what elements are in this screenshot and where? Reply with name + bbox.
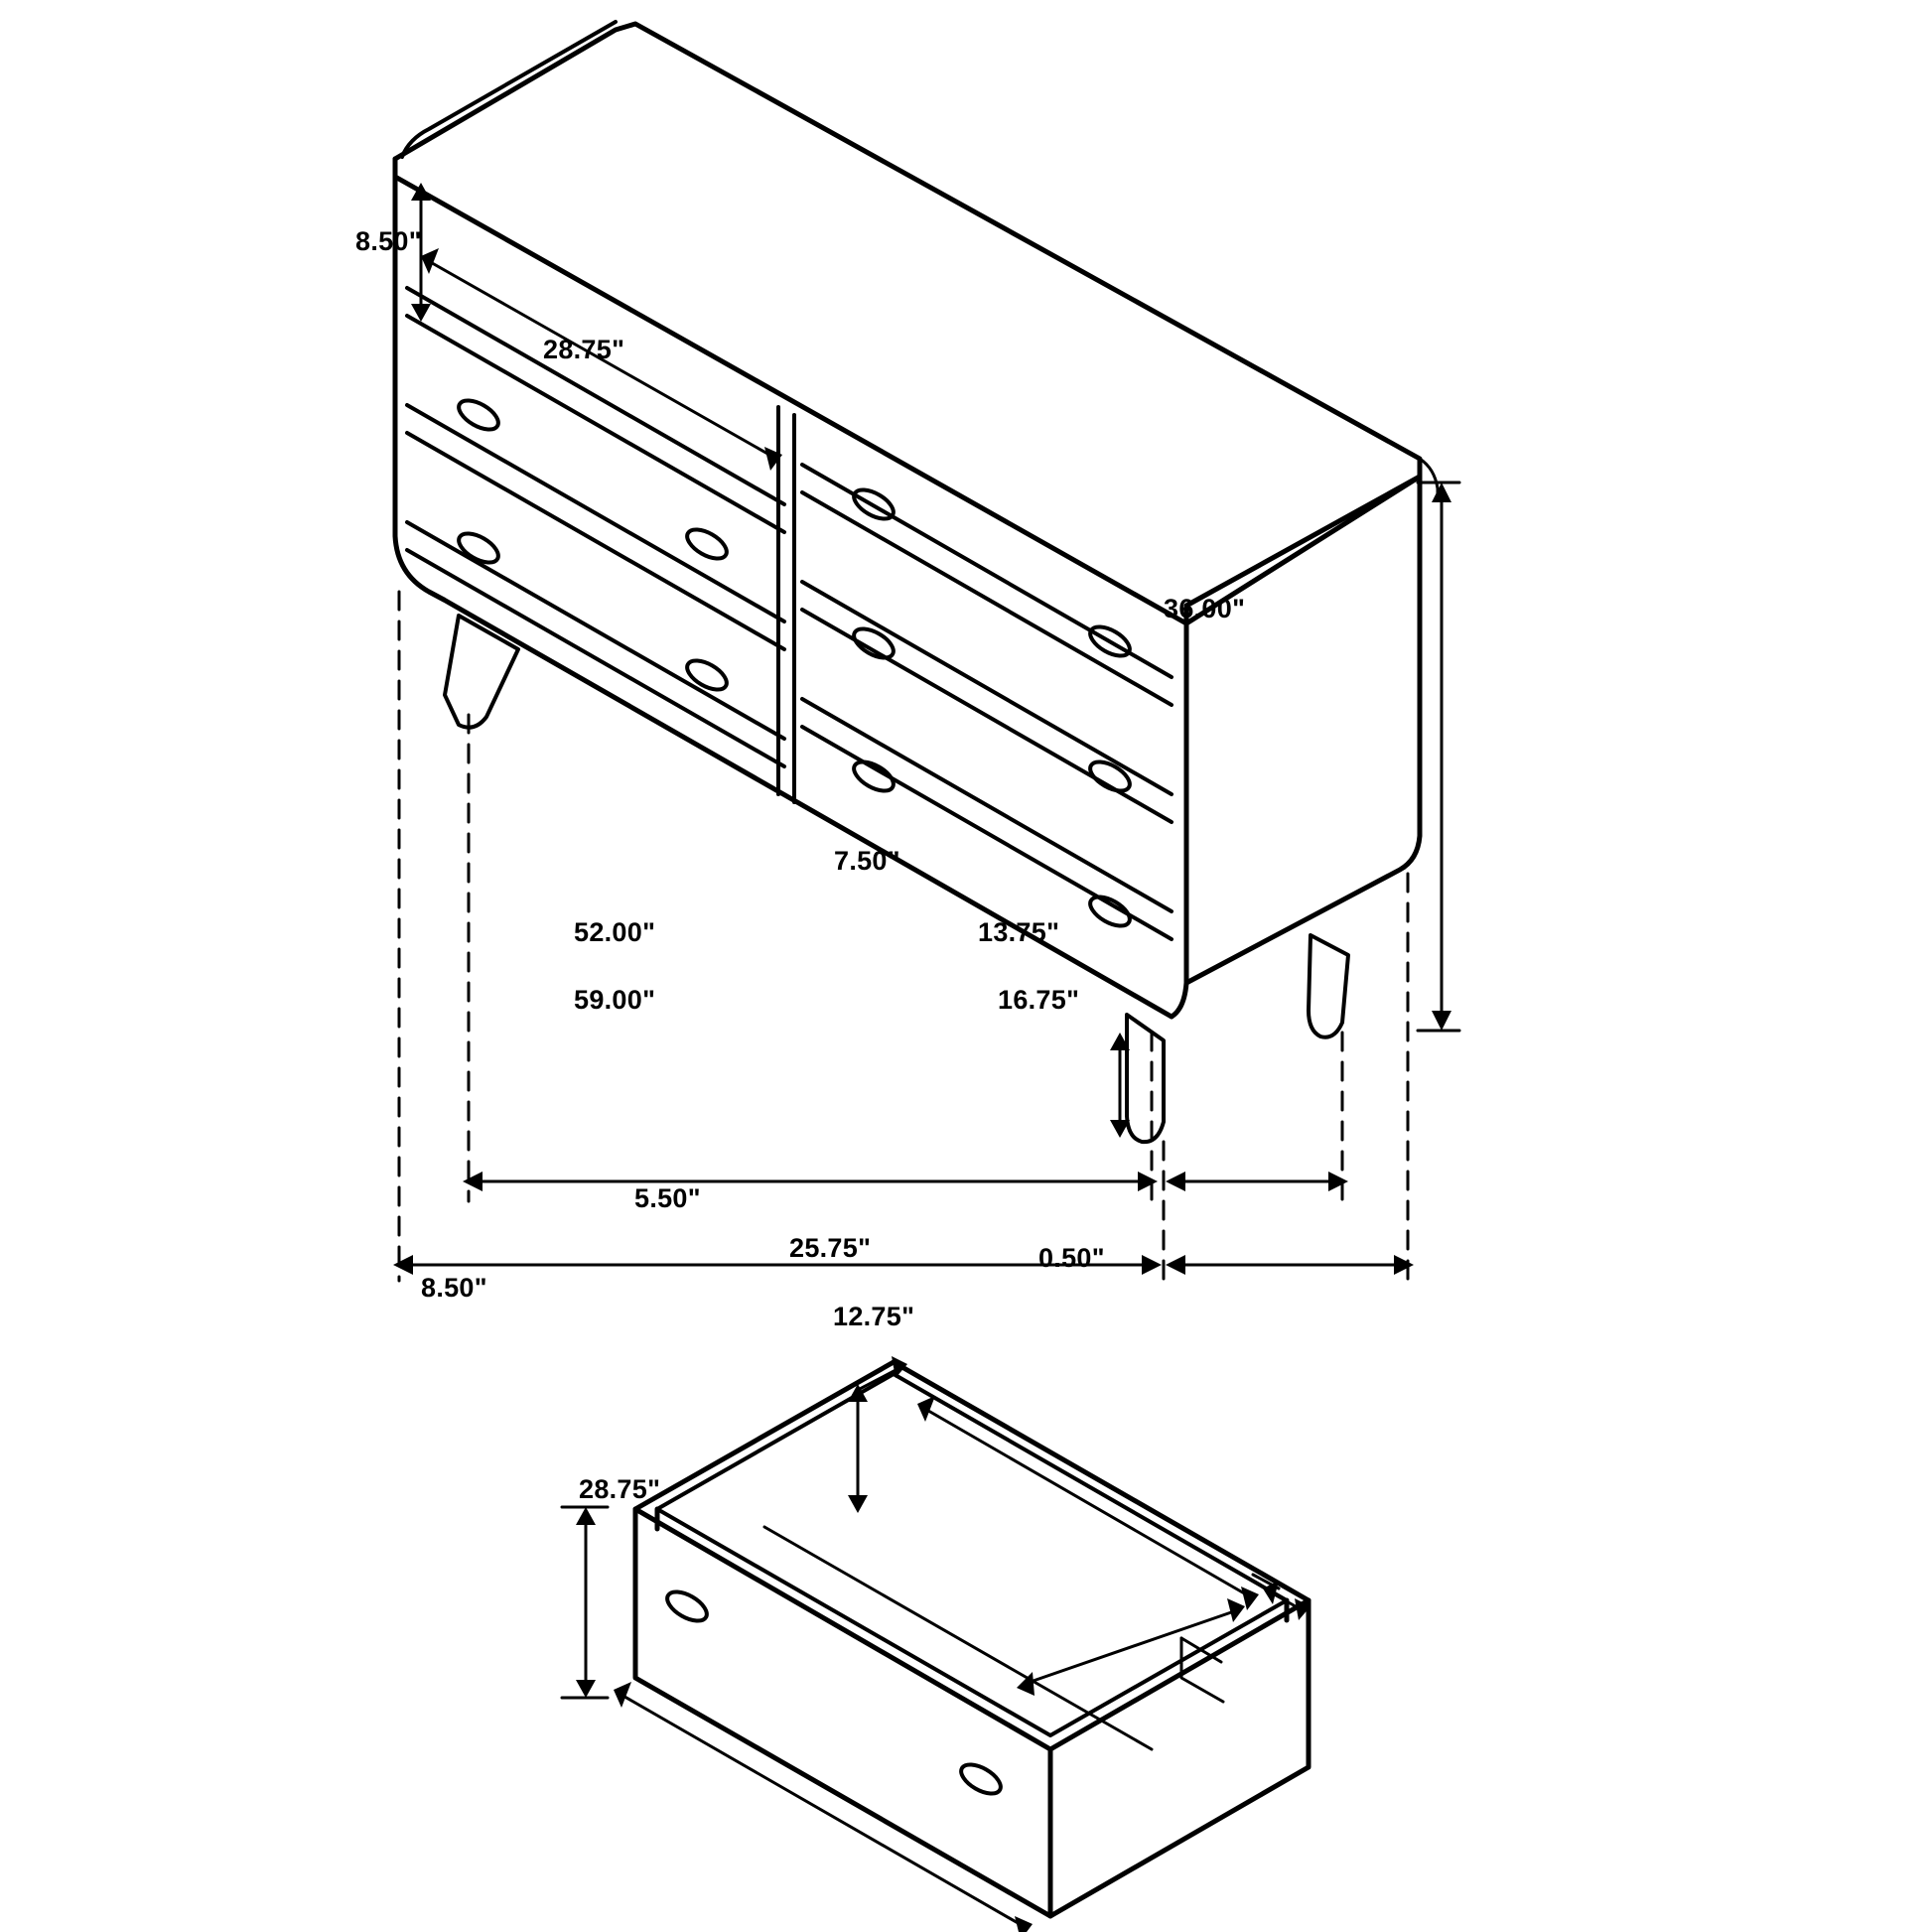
drawer-detail (635, 1362, 1309, 1916)
dim-label-drawer-overall-length: 28.75" (579, 1474, 661, 1504)
dim-label-overall-height: 36.00" (1164, 594, 1246, 623)
dim-label-overall-width: 59.00" (574, 985, 656, 1015)
dim-label-drawer-interior-length: 25.75" (789, 1233, 872, 1263)
dim-label-drawer-interior-width: 12.75" (833, 1302, 915, 1331)
dim-label-drawer-face-height: 8.50" (355, 226, 422, 256)
dim-label-leg-height: 7.50" (834, 846, 900, 876)
dim-label-overall-depth: 16.75" (998, 985, 1080, 1015)
dim-label-drawer-face-width: 28.75" (543, 335, 625, 364)
dim-label-cabinet-width: 52.00" (574, 917, 656, 947)
legs (445, 616, 1348, 1142)
dim-label-drawer-panel-thickness: 0.50" (1038, 1243, 1105, 1273)
dim-label-drawer-interior-depth-front: 5.50" (634, 1183, 701, 1213)
extension-lines (399, 592, 1408, 1281)
dim-label-side-depth: 13.75" (978, 917, 1060, 947)
dim-label-drawer-side-height: 8.50" (421, 1273, 487, 1303)
drawer-dimension-lines (562, 1356, 1311, 1932)
dresser-body (395, 22, 1438, 1017)
